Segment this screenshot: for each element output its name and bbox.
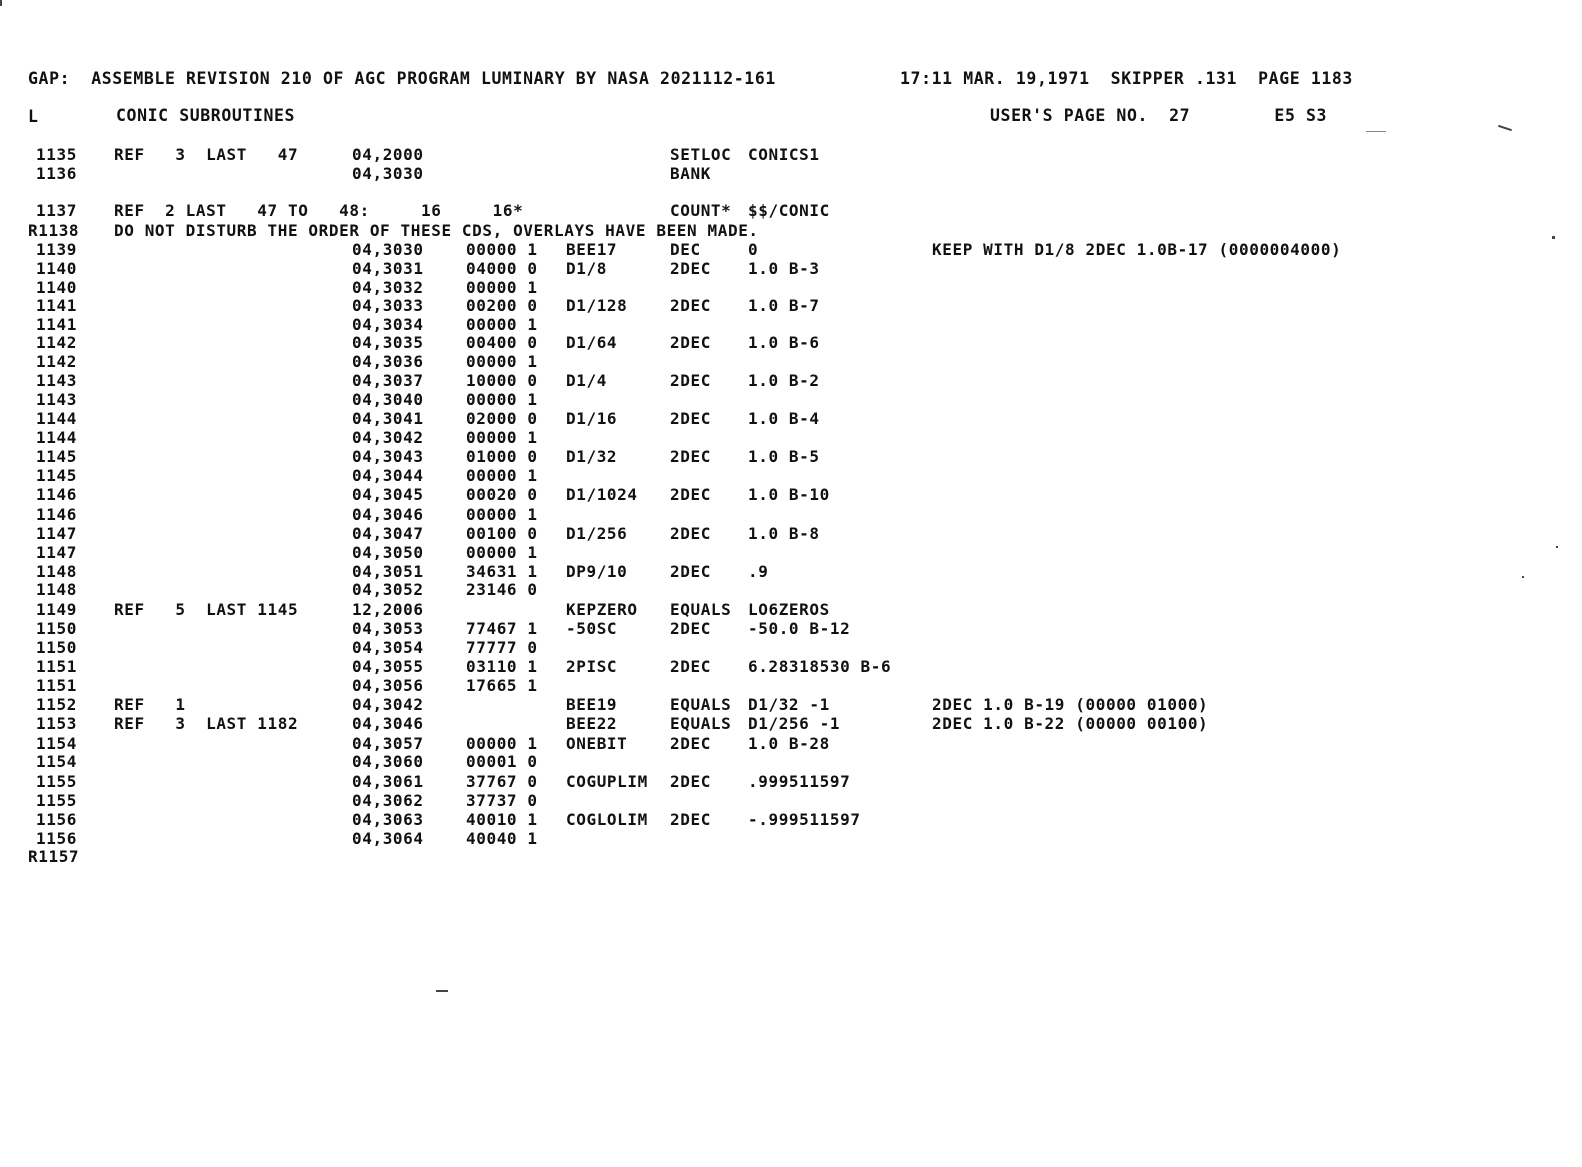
symbol-label: D1/64 xyxy=(566,333,618,352)
line-number: 1146 xyxy=(36,485,77,504)
address: 04,3030 xyxy=(352,240,424,259)
symbol-label: ONEBIT xyxy=(566,734,628,753)
address: 04,3046 xyxy=(352,714,424,733)
operand: 6.28318530 B-6 xyxy=(748,657,892,676)
symbol-label: DP9/10 xyxy=(566,562,628,581)
symbol-label: D1/32 xyxy=(566,447,618,466)
line-number: 1141 xyxy=(36,315,77,334)
header-user-page: USER'S PAGE NO. 27 E5 S3 xyxy=(990,106,1328,125)
ref-field: REF 5 LAST 1145 xyxy=(114,600,299,619)
line-number: 1153 xyxy=(36,714,77,733)
opcode: 2DEC xyxy=(670,657,711,676)
octal-word: 17665 1 xyxy=(466,676,538,695)
line-number: 1145 xyxy=(36,466,77,485)
line-number: 1135 xyxy=(36,145,77,164)
line-number: 1150 xyxy=(36,619,77,638)
ref-field: REF 3 LAST 1182 xyxy=(114,714,299,733)
octal-word: 00020 0 xyxy=(466,485,538,504)
octal-word: 00100 0 xyxy=(466,524,538,543)
symbol-label: -50SC xyxy=(566,619,618,638)
address: 04,3030 xyxy=(352,164,424,183)
opcode: 2DEC xyxy=(670,524,711,543)
address: 04,3053 xyxy=(352,619,424,638)
address: 04,3061 xyxy=(352,772,424,791)
address: 04,3037 xyxy=(352,371,424,390)
octal-word: 77467 1 xyxy=(466,619,538,638)
symbol-label: COGUPLIM xyxy=(566,772,648,791)
opcode: 2DEC xyxy=(670,259,711,278)
opcode: 2DEC xyxy=(670,409,711,428)
opcode: BANK xyxy=(670,164,711,183)
octal-word: 10000 0 xyxy=(466,371,538,390)
octal-word: 77777 0 xyxy=(466,638,538,657)
opcode: 2DEC xyxy=(670,810,711,829)
opcode: COUNT* xyxy=(670,201,732,220)
header-section-title: CONIC SUBROUTINES xyxy=(116,106,296,125)
line-number: 1136 xyxy=(36,164,77,183)
opcode: EQUALS xyxy=(670,714,732,733)
operand: 1.0 B-10 xyxy=(748,485,830,504)
line-number: 1154 xyxy=(36,734,77,753)
line-number: 1147 xyxy=(36,524,77,543)
line-number: 1140 xyxy=(36,278,77,297)
opcode: 2DEC xyxy=(670,371,711,390)
scan-mark xyxy=(1556,546,1558,548)
operand: D1/256 -1 xyxy=(748,714,841,733)
symbol-label: COGLOLIM xyxy=(566,810,648,829)
symbol-label: 2PISC xyxy=(566,657,618,676)
address: 04,3042 xyxy=(352,695,424,714)
line-number: 1143 xyxy=(36,371,77,390)
operand: 1.0 B-2 xyxy=(748,371,820,390)
octal-word: 40040 1 xyxy=(466,829,538,848)
operand: 1.0 B-8 xyxy=(748,524,820,543)
operand: 1.0 B-3 xyxy=(748,259,820,278)
octal-word: 04000 0 xyxy=(466,259,538,278)
line-number: 1155 xyxy=(36,772,77,791)
address: 04,3050 xyxy=(352,543,424,562)
line-number: 1156 xyxy=(36,829,77,848)
scan-mark xyxy=(1552,236,1555,239)
opcode: DEC xyxy=(670,240,701,259)
address: 04,3033 xyxy=(352,296,424,315)
octal-word: 00001 0 xyxy=(466,752,538,771)
opcode: 2DEC xyxy=(670,447,711,466)
symbol-label: D1/128 xyxy=(566,296,628,315)
address: 04,3045 xyxy=(352,485,424,504)
octal-word: 00000 1 xyxy=(466,278,538,297)
address: 04,3064 xyxy=(352,829,424,848)
line-number: 1149 xyxy=(36,600,77,619)
octal-word: 40010 1 xyxy=(466,810,538,829)
header-assembly-line: GAP: ASSEMBLE REVISION 210 OF AGC PROGRAM LUMINARY BY NASA 2021112-161 xyxy=(28,69,776,88)
line-number: 1144 xyxy=(36,409,77,428)
line-number: 1139 xyxy=(36,240,77,259)
line-number: 1142 xyxy=(36,333,77,352)
operand: $$/CONIC xyxy=(748,201,830,220)
opcode: 2DEC xyxy=(670,562,711,581)
address: 04,3054 xyxy=(352,638,424,657)
symbol-label: BEE19 xyxy=(566,695,618,714)
line-number: 1148 xyxy=(36,562,77,581)
octal-word: 00000 1 xyxy=(466,734,538,753)
address: 04,3044 xyxy=(352,466,424,485)
symbol-label: D1/16 xyxy=(566,409,618,428)
octal-word: 00000 1 xyxy=(466,505,538,524)
line-number: R1138 xyxy=(28,221,80,240)
ref-field: REF 2 LAST 47 TO 48: 16 16* xyxy=(114,201,524,220)
header-timestamp-page: 17:11 MAR. 19,1971 SKIPPER .131 PAGE 1183 xyxy=(900,69,1353,88)
address: 04,3057 xyxy=(352,734,424,753)
address: 04,3036 xyxy=(352,352,424,371)
address: 04,3047 xyxy=(352,524,424,543)
address: 04,3052 xyxy=(352,580,424,599)
symbol-label: BEE22 xyxy=(566,714,618,733)
operand: D1/32 -1 xyxy=(748,695,830,714)
ref-field: REF 1 xyxy=(114,695,186,714)
line-number: 1156 xyxy=(36,810,77,829)
line-number: R1157 xyxy=(28,847,80,866)
address: 04,3051 xyxy=(352,562,424,581)
comment: KEEP WITH D1/8 2DEC 1.0B-17 (0000004000) xyxy=(932,240,1342,259)
operand: 1.0 B-28 xyxy=(748,734,830,753)
address: 12,2006 xyxy=(352,600,424,619)
address: 04,3040 xyxy=(352,390,424,409)
octal-word: 37737 0 xyxy=(466,791,538,810)
line-number: 1151 xyxy=(36,676,77,695)
opcode: EQUALS xyxy=(670,695,732,714)
octal-word: 00000 1 xyxy=(466,466,538,485)
scan-mark xyxy=(1522,576,1524,578)
symbol-label: D1/256 xyxy=(566,524,628,543)
operand: 0 xyxy=(748,240,759,259)
line-number: 1140 xyxy=(36,259,77,278)
opcode: SETLOC xyxy=(670,145,732,164)
ref-field: DO NOT DISTURB THE ORDER OF THESE CDS, OVERLAYS HAVE BEEN MADE. xyxy=(114,221,759,240)
line-number: 1145 xyxy=(36,447,77,466)
comment: 2DEC 1.0 B-19 (00000 01000) xyxy=(932,695,1209,714)
operand: -.999511597 xyxy=(748,810,861,829)
line-number: 1142 xyxy=(36,352,77,371)
octal-word: 00200 0 xyxy=(466,296,538,315)
scan-mark xyxy=(1366,131,1386,132)
address: 04,3063 xyxy=(352,810,424,829)
operand: 1.0 B-5 xyxy=(748,447,820,466)
address: 04,3041 xyxy=(352,409,424,428)
line-number: 1152 xyxy=(36,695,77,714)
address: 04,3055 xyxy=(352,657,424,676)
line-number: 1147 xyxy=(36,543,77,562)
opcode: EQUALS xyxy=(670,600,732,619)
scan-mark xyxy=(0,0,2,6)
operand: CONICS1 xyxy=(748,145,820,164)
address: 04,3043 xyxy=(352,447,424,466)
octal-word: 00000 1 xyxy=(466,428,538,447)
line-number: 1146 xyxy=(36,505,77,524)
opcode: 2DEC xyxy=(670,772,711,791)
octal-word: 01000 0 xyxy=(466,447,538,466)
address: 04,3042 xyxy=(352,428,424,447)
line-number: 1143 xyxy=(36,390,77,409)
comment: 2DEC 1.0 B-22 (00000 00100) xyxy=(932,714,1209,733)
line-number: 1148 xyxy=(36,580,77,599)
line-number: 1137 xyxy=(36,201,77,220)
octal-word: 00000 1 xyxy=(466,315,538,334)
operand: .9 xyxy=(748,562,769,581)
line-number: 1144 xyxy=(36,428,77,447)
symbol-label: D1/1024 xyxy=(566,485,638,504)
octal-word: 34631 1 xyxy=(466,562,538,581)
line-number: 1154 xyxy=(36,752,77,771)
scan-mark xyxy=(436,990,448,992)
octal-word: 00000 1 xyxy=(466,352,538,371)
operand: 1.0 B-4 xyxy=(748,409,820,428)
address: 04,3031 xyxy=(352,259,424,278)
symbol-label: BEE17 xyxy=(566,240,618,259)
octal-word: 00000 1 xyxy=(466,390,538,409)
address: 04,3060 xyxy=(352,752,424,771)
symbol-label: KEPZERO xyxy=(566,600,638,619)
line-number: 1151 xyxy=(36,657,77,676)
symbol-label: D1/8 xyxy=(566,259,607,278)
address: 04,3035 xyxy=(352,333,424,352)
scan-mark xyxy=(1498,125,1512,131)
header-flag: L xyxy=(28,107,39,126)
address: 04,3056 xyxy=(352,676,424,695)
operand: 1.0 B-7 xyxy=(748,296,820,315)
opcode: 2DEC xyxy=(670,296,711,315)
octal-word: 03110 1 xyxy=(466,657,538,676)
octal-word: 00000 1 xyxy=(466,240,538,259)
octal-word: 02000 0 xyxy=(466,409,538,428)
address: 04,3032 xyxy=(352,278,424,297)
octal-word: 00400 0 xyxy=(466,333,538,352)
line-number: 1141 xyxy=(36,296,77,315)
symbol-label: D1/4 xyxy=(566,371,607,390)
opcode: 2DEC xyxy=(670,485,711,504)
operand: .999511597 xyxy=(748,772,851,791)
operand: 1.0 B-6 xyxy=(748,333,820,352)
ref-field: REF 3 LAST 47 xyxy=(114,145,299,164)
address: 04,3046 xyxy=(352,505,424,524)
operand: -50.0 B-12 xyxy=(748,619,851,638)
octal-word: 23146 0 xyxy=(466,580,538,599)
operand: LO6ZEROS xyxy=(748,600,830,619)
line-number: 1150 xyxy=(36,638,77,657)
opcode: 2DEC xyxy=(670,333,711,352)
line-number: 1155 xyxy=(36,791,77,810)
octal-word: 00000 1 xyxy=(466,543,538,562)
opcode: 2DEC xyxy=(670,619,711,638)
opcode: 2DEC xyxy=(670,734,711,753)
address: 04,2000 xyxy=(352,145,424,164)
address: 04,3062 xyxy=(352,791,424,810)
address: 04,3034 xyxy=(352,315,424,334)
octal-word: 37767 0 xyxy=(466,772,538,791)
